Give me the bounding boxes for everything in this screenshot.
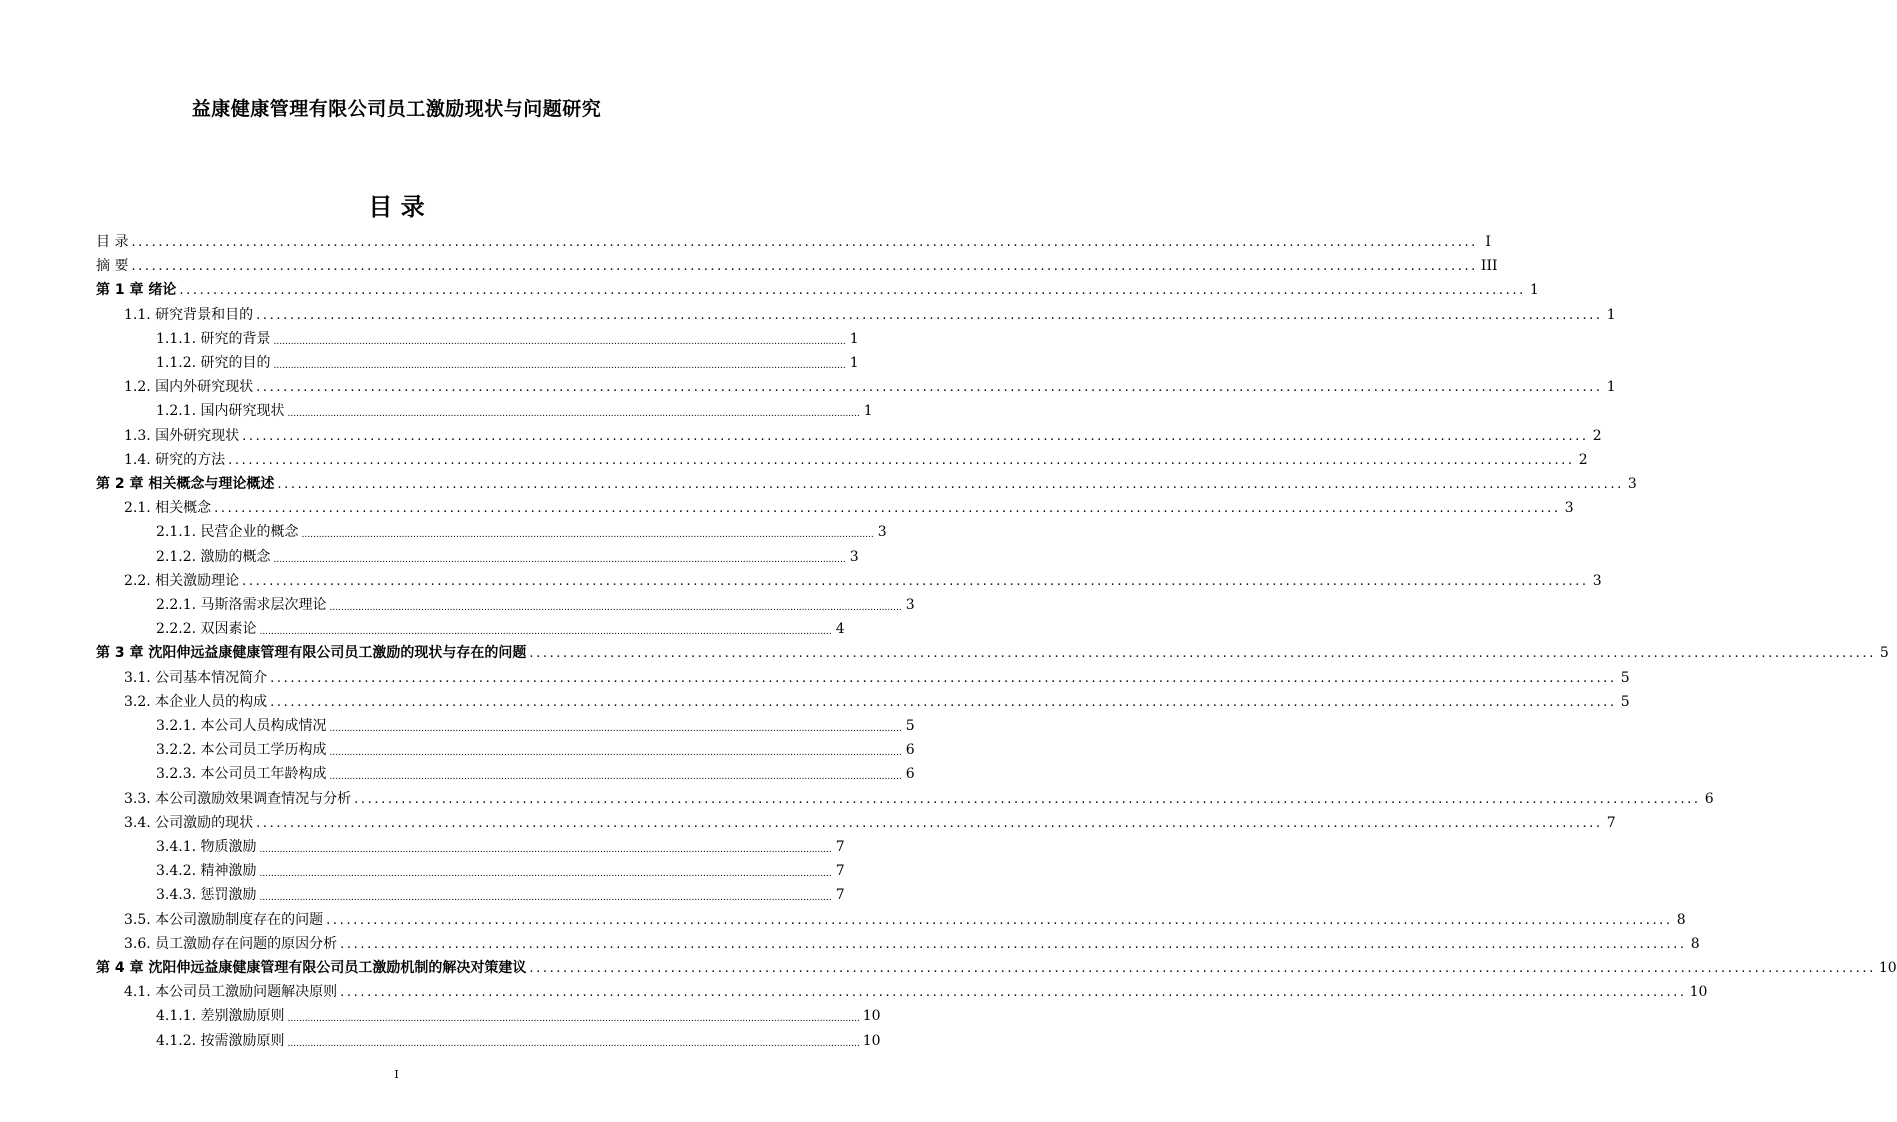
toc-entry-page: 2	[1578, 451, 1588, 468]
toc-entry-label: 3.2. 本企业人员的构成	[124, 693, 268, 710]
toc-entry-label: 2.1.1. 民营企业的概念	[156, 524, 299, 541]
toc-entry-label: 第 1 章 绪论	[96, 282, 177, 299]
toc-entry-label: 3.5. 本公司激励制度存在的问题	[124, 911, 324, 928]
toc-leader-dots: ........................................................................................................................................................................................................	[242, 573, 1589, 589]
toc-entry[interactable]	[124, 372, 1616, 396]
toc-entry-page: 7	[835, 863, 845, 880]
toc-entry[interactable]	[156, 856, 845, 880]
toc-leader-dots: ........................................................................................................................................................................................................	[354, 791, 1701, 807]
toc-entry-page: 10	[1689, 984, 1708, 1001]
toc-leader-dots: ........................................................................................................................................................................................................	[256, 307, 1603, 323]
toc-entry[interactable]	[124, 493, 1574, 517]
toc-leader-dots: ........................................................................................................................................................................................................	[259, 627, 832, 638]
toc-entry-page: 1	[849, 330, 859, 347]
toc-entry-page: I	[1485, 234, 1491, 250]
toc-entry[interactable]	[96, 469, 1637, 493]
toc-entry[interactable]	[156, 614, 845, 638]
toc-entry[interactable]	[124, 300, 1616, 324]
toc-leader-dots: ........................................................................................................................................................................................................	[273, 336, 846, 347]
toc-entry[interactable]	[156, 590, 915, 614]
toc-entry[interactable]	[96, 953, 1897, 977]
toc-entry[interactable]	[156, 396, 873, 420]
toc-entry-label: 2.2.1. 马斯洛需求层次理论	[156, 597, 327, 613]
toc-entry-label: 1.1.2. 研究的目的	[156, 355, 271, 371]
toc-entry-label: 1.1. 研究背景和目的	[124, 306, 254, 323]
toc-entry-label: 1.3. 国外研究现状	[124, 427, 240, 444]
toc-entry-label: 第 2 章 相关概念与理论概述	[96, 476, 275, 492]
toc-entry-label: 3.4. 公司激励的现状	[124, 814, 254, 831]
toc-leader-dots: ........................................................................................................................................................................................................	[256, 380, 1603, 396]
toc-entry[interactable]	[124, 663, 1630, 687]
toc-leader-dots: ........................................................................................................................................................................................................	[131, 259, 1478, 275]
toc-entry-label: 3.1. 公司基本情况简介	[124, 669, 268, 686]
toc-entry-page: 2	[1592, 427, 1602, 444]
toc-leader-dots: ........................................................................................................................................................................................................	[329, 748, 902, 759]
toc-entry[interactable]	[124, 808, 1616, 832]
toc-entry[interactable]	[124, 566, 1602, 590]
toc-leader-dots: ........................................................................................................................................................................................................	[242, 428, 1589, 444]
toc-entry[interactable]	[96, 251, 1498, 275]
toc-entry-page: 3	[905, 597, 915, 613]
toc-entry-page: 5	[1879, 645, 1889, 662]
toc-leader-dots: ........................................................................................................................................................................................................	[329, 603, 902, 613]
toc-leader-dots: ........................................................................................................................................................................................................	[287, 1038, 860, 1049]
toc-heading: 目 录	[368, 193, 425, 221]
toc-leader-dots: ........................................................................................................................................................................................................	[270, 694, 1617, 710]
toc-leader-dots: ........................................................................................................................................................................................................	[131, 235, 1478, 250]
toc-entry-label: 4.1. 本公司员工激励问题解决原则	[124, 984, 338, 1001]
toc-entry-label: 目 录	[96, 234, 129, 250]
toc-entry-label: 4.1.1. 差别激励原则	[156, 1008, 285, 1025]
toc-entry-page: 6	[1704, 790, 1714, 807]
toc-entry-label: 1.2.1. 国内研究现状	[156, 403, 285, 420]
toc-entry[interactable]	[156, 1001, 881, 1025]
toc-entry-page: 3	[877, 524, 887, 541]
toc-entry-label: 2.2.2. 双因素论	[156, 621, 257, 638]
toc-entry-page: 8	[1676, 911, 1686, 928]
toc-entry[interactable]	[156, 1026, 881, 1050]
toc-entry-label: 3.4.1. 物质激励	[156, 839, 257, 855]
toc-leader-dots: ........................................................................................................................................................................................................	[287, 1014, 860, 1025]
toc-entry-label: 4.1.2. 按需激励原则	[156, 1032, 285, 1049]
toc-entry-page: 4	[835, 621, 845, 638]
toc-entry-label: 摘 要	[96, 258, 129, 275]
toc-entry-page: 1	[1606, 379, 1616, 396]
toc-entry-page: 7	[1606, 814, 1616, 831]
toc-entry[interactable]	[96, 227, 1491, 251]
toc-leader-dots: ........................................................................................................................................................................................................	[179, 283, 1526, 299]
toc-entry-label: 1.2. 国内外研究现状	[124, 379, 254, 396]
toc-entry[interactable]	[156, 880, 845, 904]
toc-entry-page: 5	[1620, 669, 1630, 686]
toc-entry-page: 5	[1620, 693, 1630, 710]
toc-entry-label: 第 3 章 沈阳伸远益康健康管理有限公司员工激励的现状与存在的问题	[96, 645, 527, 662]
footer-page-number: I	[394, 1068, 399, 1081]
toc-leader-dots: ........................................................................................................................................................................................................	[529, 961, 1876, 976]
toc-leader-dots: ........................................................................................................................................................................................................	[259, 893, 832, 904]
toc-entry-page: 1	[1606, 306, 1616, 323]
toc-entry[interactable]	[156, 517, 887, 541]
toc-entry-label: 3.6. 员工激励存在问题的原因分析	[124, 935, 338, 952]
toc-entry-page: 7	[835, 839, 845, 855]
toc-entry-page: 3	[1564, 500, 1574, 517]
toc-leader-dots: ........................................................................................................................................................................................................	[270, 670, 1617, 686]
toc-entry-label: 3.4.2. 精神激励	[156, 863, 257, 880]
toc-entry[interactable]	[124, 445, 1588, 469]
toc-entry-label: 1.1.1. 研究的背景	[156, 330, 271, 347]
toc-entry-label: 3.3. 本公司激励效果调查情况与分析	[124, 790, 352, 807]
toc-leader-dots: ........................................................................................................................................................................................................	[329, 772, 902, 783]
toc-entry-label: 2.2. 相关激励理论	[124, 572, 240, 589]
toc-entry-label: 2.1. 相关概念	[124, 500, 212, 517]
toc-entry[interactable]	[156, 542, 859, 566]
toc-entry-page: 5	[905, 718, 915, 734]
toc-leader-dots: ........................................................................................................................................................................................................	[529, 646, 1876, 662]
toc-entry[interactable]	[156, 735, 915, 759]
toc-entry-label: 第 4 章 沈阳伸远益康健康管理有限公司员工激励机制的解决对策建议	[96, 960, 527, 976]
toc-leader-dots: ........................................................................................................................................................................................................	[214, 501, 1561, 517]
toc-entry[interactable]	[96, 275, 1539, 299]
toc-entry-label: 3.4.3. 惩罚激励	[156, 887, 257, 904]
toc-entry-page: III	[1480, 258, 1498, 275]
toc-entry-page: 1	[863, 403, 873, 420]
toc-entry[interactable]	[124, 929, 1700, 953]
toc-entry[interactable]	[156, 324, 859, 348]
toc-entry-page: 7	[835, 887, 845, 904]
toc-entry-page: 6	[905, 766, 915, 783]
toc-leader-dots: ........................................................................................................................................................................................................	[340, 985, 1687, 1001]
toc-entry-label: 2.1.2. 激励的概念	[156, 548, 271, 565]
toc-leader-dots: ........................................................................................................................................................................................................	[340, 936, 1687, 952]
toc-entry-label: 3.2.3. 本公司员工年龄构成	[156, 766, 327, 783]
toc-leader-dots: ........................................................................................................................................................................................................	[329, 724, 902, 734]
toc-entry[interactable]	[156, 348, 859, 372]
toc-entry[interactable]	[156, 759, 915, 783]
toc-entry-page: 3	[849, 548, 859, 565]
toc-entry[interactable]	[124, 687, 1630, 711]
toc-entry-label: 1.4. 研究的方法	[124, 451, 226, 468]
toc-leader-dots: ........................................................................................................................................................................................................	[326, 912, 1673, 928]
toc-leader-dots: ........................................................................................................................................................................................................	[273, 361, 846, 371]
toc-leader-dots: ........................................................................................................................................................................................................	[273, 554, 846, 565]
toc-entry-page: 3	[1627, 476, 1637, 492]
toc-leader-dots: ........................................................................................................................................................................................................	[259, 845, 832, 855]
toc-entry[interactable]	[124, 905, 1686, 929]
toc-entry-page: 6	[905, 742, 915, 759]
toc-entry[interactable]	[96, 638, 1889, 662]
toc-entry[interactable]	[124, 421, 1602, 445]
toc-entry-label: 3.2.2. 本公司员工学历构成	[156, 742, 327, 759]
toc-entry-page: 1	[849, 355, 859, 371]
toc-entry-label: 3.2.1. 本公司人员构成情况	[156, 718, 327, 734]
toc-entry-page: 10	[1878, 960, 1897, 976]
toc-leader-dots: ........................................................................................................................................................................................................	[228, 452, 1575, 468]
toc-leader-dots: ........................................................................................................................................................................................................	[277, 477, 1624, 492]
document-title: 益康健康管理有限公司员工激励现状与问题研究	[191, 98, 602, 120]
toc-leader-dots: ........................................................................................................................................................................................................	[301, 530, 874, 541]
toc-entry[interactable]	[156, 832, 845, 856]
toc-leader-dots: ........................................................................................................................................................................................................	[259, 869, 832, 880]
toc-entry-page: 3	[1592, 572, 1602, 589]
toc-leader-dots: ........................................................................................................................................................................................................	[287, 409, 860, 420]
toc-entry[interactable]	[124, 977, 1708, 1001]
toc-entry-page: 10	[862, 1008, 881, 1025]
toc-entry-page: 1	[1529, 282, 1539, 299]
toc-entry-page: 10	[862, 1032, 881, 1049]
toc-entry-page: 8	[1690, 935, 1700, 952]
toc-leader-dots: ........................................................................................................................................................................................................	[256, 815, 1603, 831]
toc-entry[interactable]	[124, 784, 1714, 808]
toc-entry[interactable]	[156, 711, 915, 735]
